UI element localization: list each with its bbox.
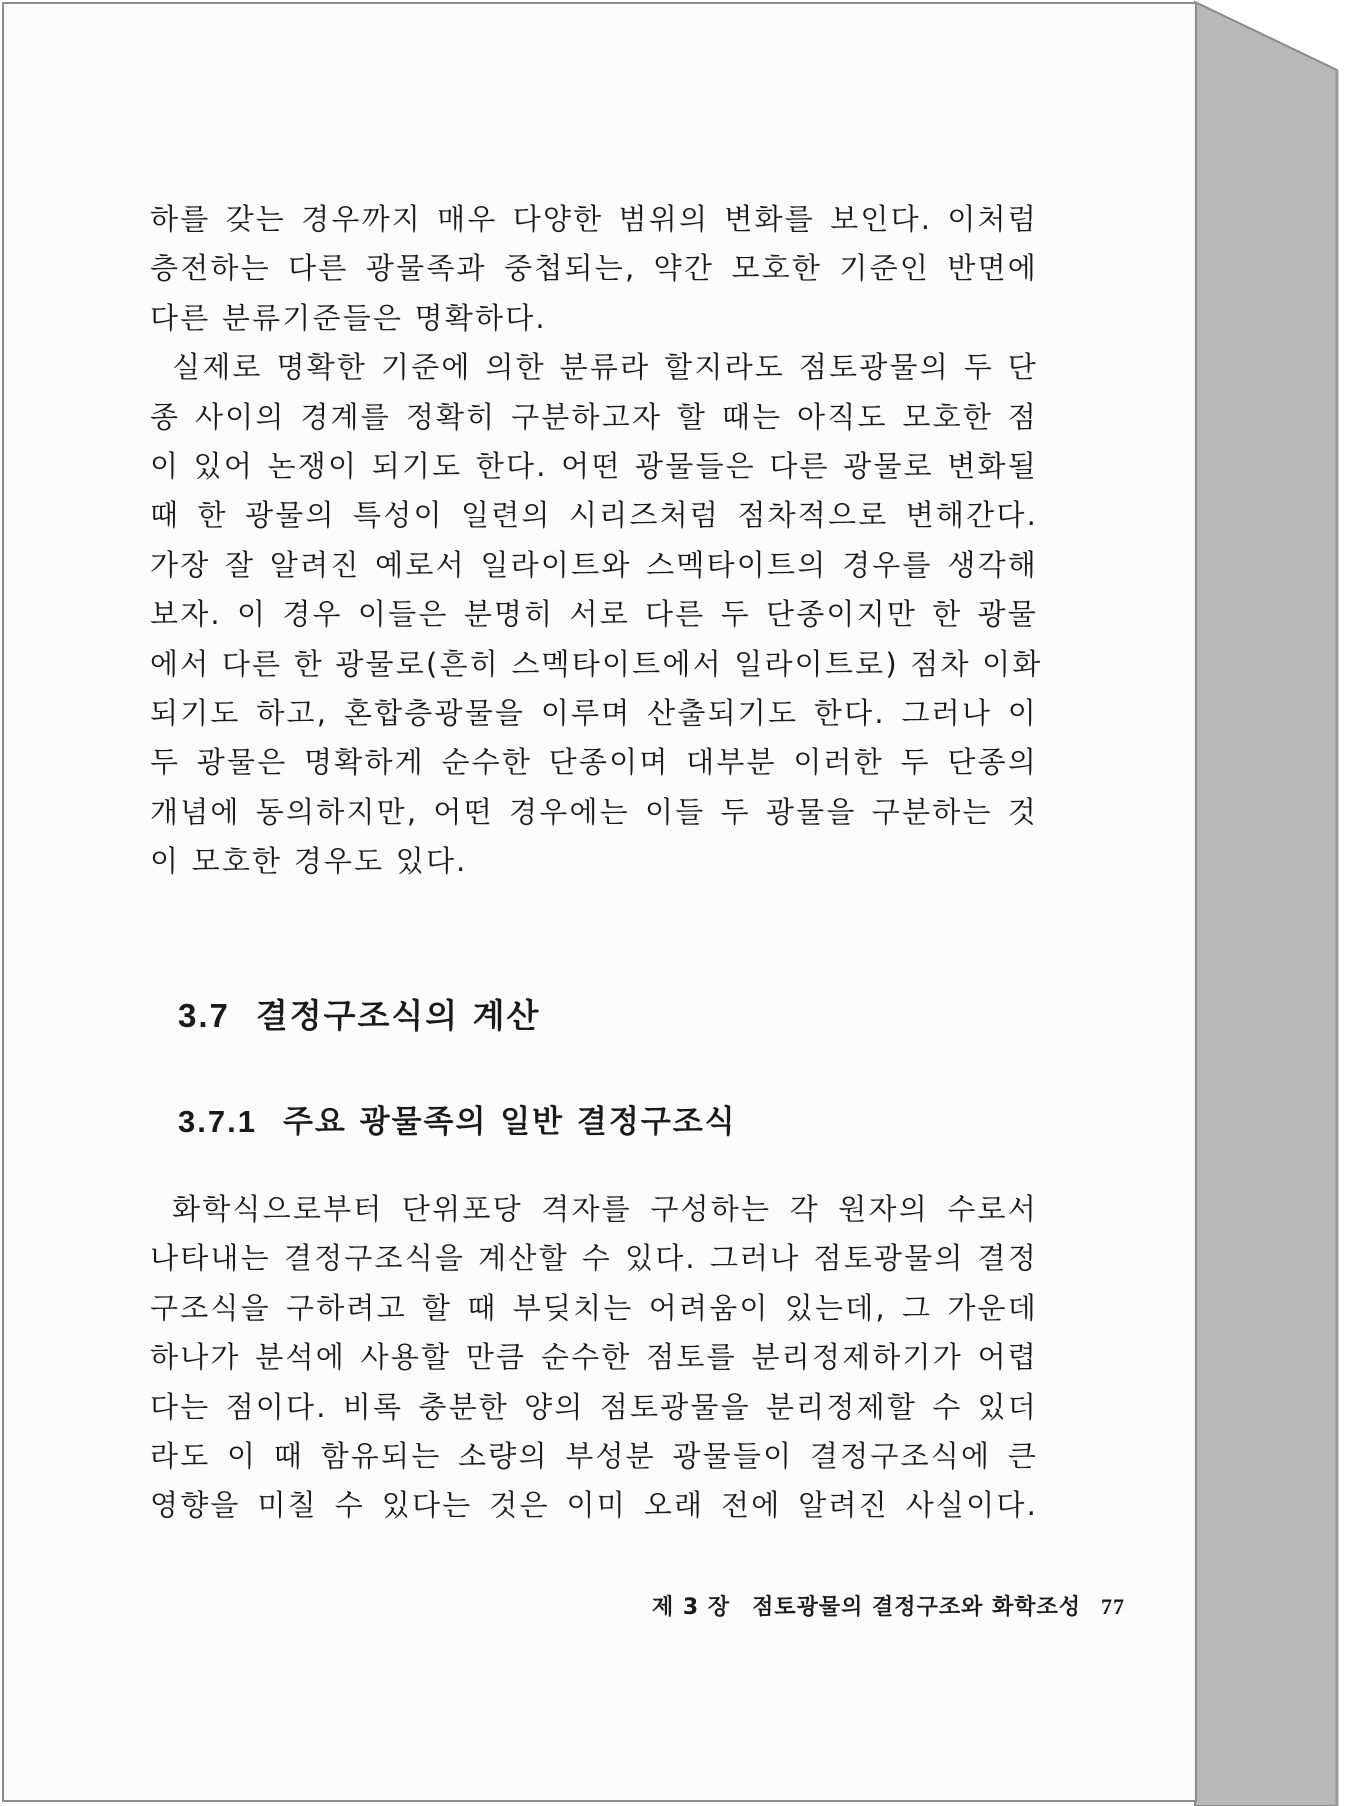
page-footer [652,1590,1125,1621]
text-line: 가장 잘 알려진 예로서 일라이트와 스멕타이트의 경우를 생각해 [150,547,1038,582]
text-line: 층전하는 다른 광물족과 중첩되는, 약간 모호한 기준인 반면에 [150,251,1038,286]
text-line: 구조식을 구하려고 할 때 부딪치는 어려움이 있는데, 그 가운데 [150,1290,1038,1325]
text-line: 하를 갖는 경우까지 매우 다양한 범위의 변화를 보인다. 이처럼 [150,202,1038,236]
subsection-heading [178,1096,737,1141]
paragraph-1 [150,195,1038,343]
text-line: 에서 다른 한 광물로(흔히 스멕타이트에서 일라이트로) 점차 이화 [150,646,1043,681]
text-line: 되기도 하고, 혼합층광물을 이루며 산출되기도 한다. 그러나 이 [150,696,1038,731]
text-line: 다른 분류기준들은 명확하다. [150,300,547,335]
text-line: 이 있어 논쟁이 되기도 한다. 어떤 광물들은 다른 광물로 변화될 [150,449,1038,484]
paragraph-2 [150,343,1043,886]
text-block-bottom [150,1185,1038,1531]
text-line: 보자. 이 경우 이들은 분명히 서로 다른 두 단종이지만 한 광물 [150,597,1038,632]
subsection-title: 주요 광물족의 일반 결정구조식 [282,1104,737,1140]
section-title: 결정구조식의 계산 [255,996,541,1035]
section-heading [178,990,540,1037]
text-line: 실제로 명확한 기준에 의한 분류라 할지라도 점토광물의 두 단 [172,350,1038,385]
footer-chapter: 제 3 장 [652,1595,731,1620]
page-number: 77 [1101,1594,1125,1619]
text-line: 종 사이의 경계를 정확히 구분하고자 할 때는 아직도 모호한 점 [150,399,1038,434]
subsection-number: 3.7.1 [178,1104,257,1139]
text-line: 다는 점이다. 비록 충분한 양의 점토광물을 분리정제할 수 있더 [150,1389,1038,1424]
text-line: 두 광물은 명확하게 순수한 단종이며 대부분 이러한 두 단종의 [150,745,1038,780]
text-line: 이 모호한 경우도 있다. [150,844,468,879]
text-line: 하나가 분석에 사용할 만큼 순수한 점토를 분리정제하기가 어렵 [150,1340,1038,1375]
text-line: 영향을 미칠 수 있다는 것은 이미 오래 전에 알려진 사실이다. [150,1488,1038,1523]
text-line: 화학식으로부터 단위포당 격자를 구성하는 각 원자의 수로서 [172,1192,1038,1226]
section-number: 3.7 [178,997,230,1034]
text-block-top [150,195,1043,887]
text-line: 개념에 동의하지만, 어떤 경우에는 이들 두 광물을 구분하는 것 [150,794,1038,829]
footer-title: 점토광물의 결정구조와 화학조성 [752,1595,1081,1620]
text-line: 때 한 광물의 특성이 일련의 시리즈처럼 점차적으로 변해간다. [150,498,1038,533]
paragraph-3 [150,1185,1038,1531]
text-line: 나타내는 결정구조식을 계산할 수 있다. 그러나 점토광물의 결정 [150,1241,1038,1276]
text-line: 라도 이 때 함유되는 소량의 부성분 광물들이 결정구조식에 큰 [150,1439,1038,1474]
